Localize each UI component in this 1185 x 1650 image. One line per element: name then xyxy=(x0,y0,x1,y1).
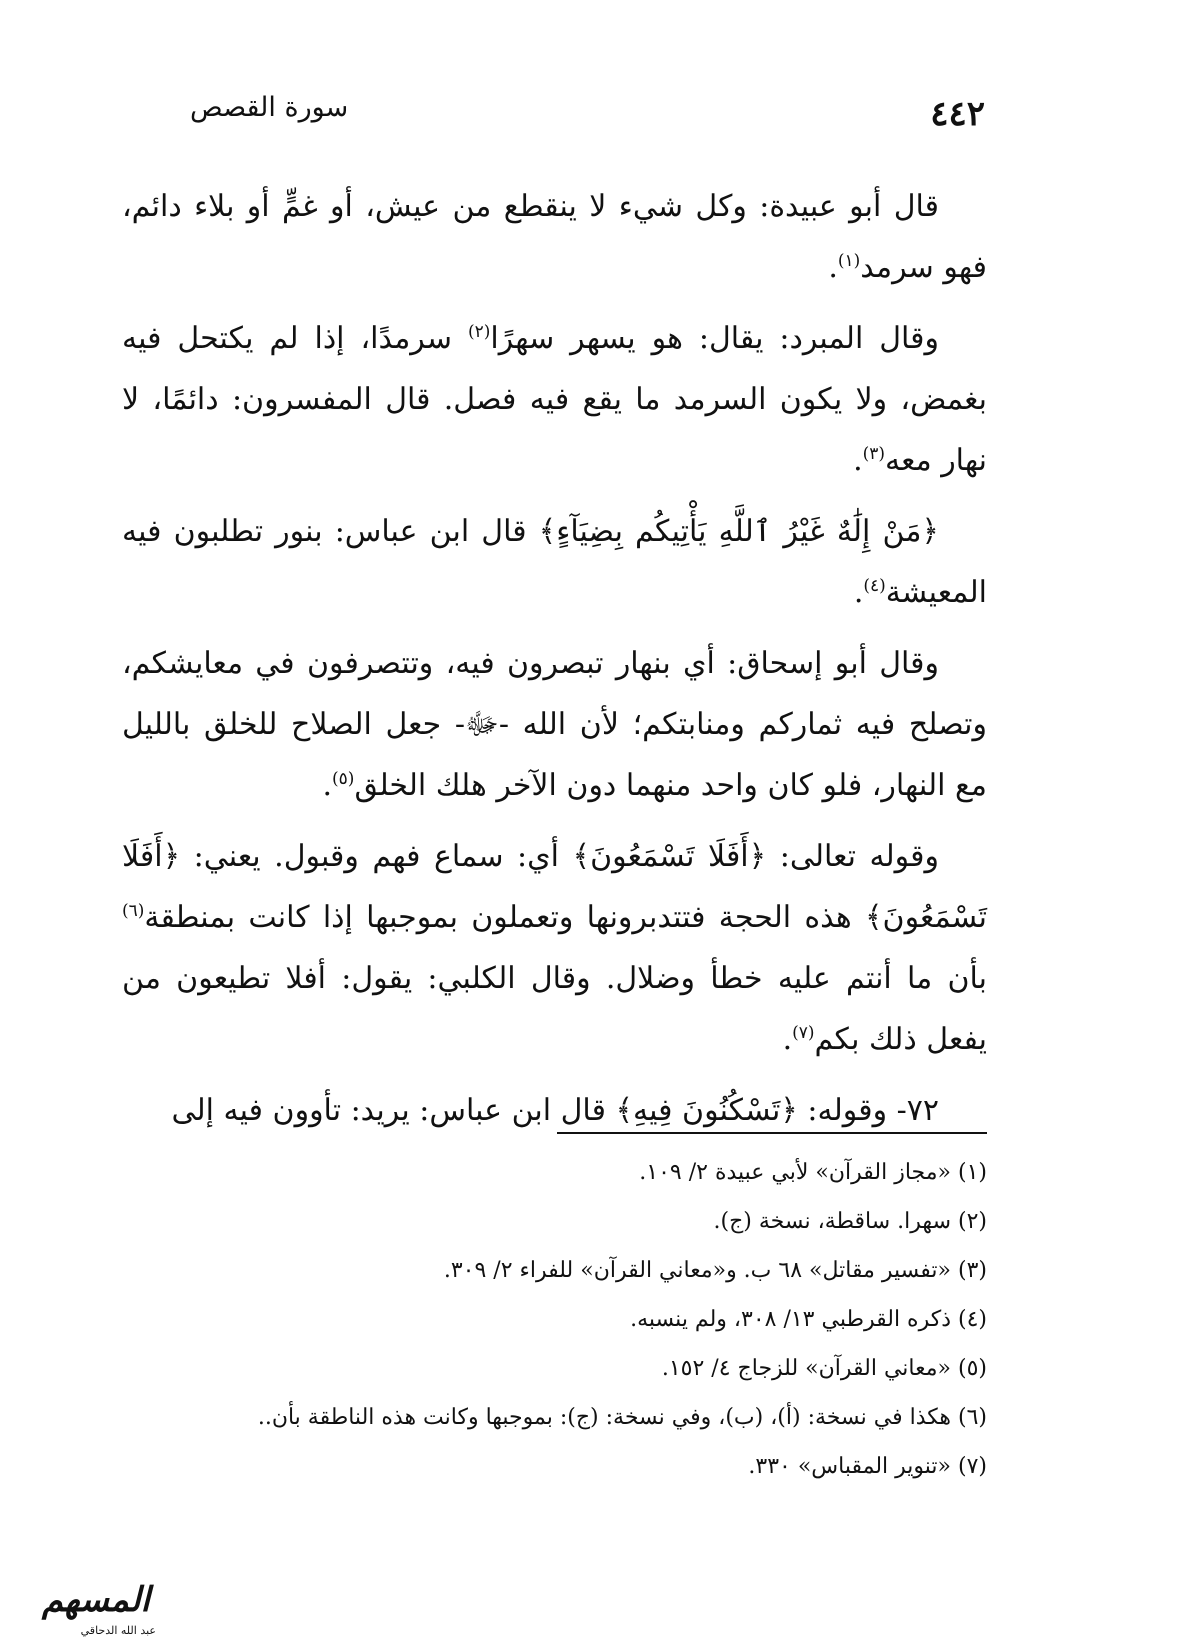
paragraph-text: سرمدًا، إذا لم يكتحل فيه بغمض، ولا يكون السرمد ما يقع فيه فصل. قال المفسرون: دائمًا، لا نهار معه xyxy=(122,321,987,478)
footnote-ref: (٢) xyxy=(467,322,491,342)
paragraph-text: قال أبو عبيدة: وكل شيء لا ينقطع من عيش، أو غمٍّ أو بلاء دائم، فهو سرمد xyxy=(122,189,987,285)
main-text xyxy=(122,176,987,1151)
page-number: ٤٤٢ xyxy=(930,94,985,134)
paragraph-text: وقوله تعالى: xyxy=(766,839,939,874)
paragraph xyxy=(122,633,987,816)
quran-verse: ﴿أَفَلَا تَسْمَعُونَ﴾ xyxy=(572,839,767,874)
page-header xyxy=(190,88,985,138)
publisher-stamp xyxy=(10,1580,160,1642)
footnote-divider xyxy=(557,1132,987,1134)
paragraph-text: . xyxy=(322,768,333,803)
stamp-logo-text: المسهم xyxy=(41,1580,150,1620)
paragraph-text: بأن ما أنتم عليه خطأ وضلال. وقال الكلبي: يقول: أفلا تطيعون من يفعل ذلك بكم xyxy=(122,961,987,1057)
footnote: (٦) هكذا في نسخة: (أ)، (ب)، وفي نسخة: (ج): بموجبها وكانت هذه الناطقة بأن.. xyxy=(257,1405,987,1430)
footnote: (٤) ذكره القرطبي ١٣/ ٣٠٨، ولم ينسبه. xyxy=(630,1307,987,1332)
paragraph-text: قال ابن عباس: يريد: تأوون فيه إلى xyxy=(171,1093,616,1128)
paragraph-text: . xyxy=(853,443,863,478)
stamp-subtext: عبد الله الدحاقي xyxy=(80,1624,156,1637)
paragraph xyxy=(122,308,987,491)
paragraph-text: وقال أبو إسحاق: أي بنهار تبصرون فيه، وتتصرفون في معايشكم، وتصلح فيه ثماركم ومنابتكم؛ لأن الله -ﷻ- جعل الصلاح للخلق بالليل مع النهار، فلو كان واحد منهما دون الآخر هلك الخلق xyxy=(122,646,987,803)
footnote-ref: (٤) xyxy=(863,576,886,596)
footnote-ref: (٧) xyxy=(792,1023,815,1043)
paragraph-text: ٧٢- وقوله: xyxy=(797,1093,939,1128)
footnote: (١) «مجاز القرآن» لأبي عبيدة ٢/ ١٠٩. xyxy=(639,1160,987,1185)
footnote-ref: (٥) xyxy=(332,769,355,789)
quran-verse: ﴿تَسْكُنُونَ فِيهِ﴾ xyxy=(615,1093,798,1128)
paragraph-text: . xyxy=(828,250,838,285)
footnote-ref: (١) xyxy=(837,251,861,271)
footnotes xyxy=(122,1148,987,1491)
footnote: (٣) «تفسير مقاتل» ٦٨ ب. و«معاني القرآن» للفراء ٢/ ٣٠٩. xyxy=(443,1258,987,1283)
footnote-ref: (٦) xyxy=(122,901,145,921)
footnote: (٢) سهرا. ساقطة، نسخة (ج). xyxy=(713,1209,987,1234)
paragraph-text: قال ابن عباس: بنور تطلبون فيه المعيشة xyxy=(122,514,987,610)
paragraph-text: هذه الحجة فتتدبرونها وتعملون بموجبها إذا كانت بمنطقة xyxy=(144,900,865,935)
footnote-ref: (٣) xyxy=(862,444,886,464)
quran-verse: ﴿مَنْ إِلَٰهٌ غَيْرُ ٱللَّهِ يَأْتِيكُم بِضِيَآءٍ﴾ xyxy=(538,514,939,549)
footnote: (٧) «تنوير المقباس» ٣٣٠. xyxy=(748,1454,987,1479)
paragraph xyxy=(122,501,987,623)
quran-verse: ﴿أَفَلَا تَسْمَعُونَ﴾ xyxy=(122,839,987,935)
surah-title: سورة القصص xyxy=(190,92,349,123)
paragraph xyxy=(122,176,987,298)
paragraph-text: . xyxy=(782,1022,793,1057)
paragraph xyxy=(122,826,987,1070)
paragraph-text: أي: سماع فهم وقبول. يعني: xyxy=(180,839,573,874)
paragraph-text: . xyxy=(853,575,864,610)
footnote: (٥) «معاني القرآن» للزجاج ٤/ ١٥٢. xyxy=(661,1356,987,1381)
paragraph-text: وقال المبرد: يقال: هو يسهر سهرًا xyxy=(490,321,939,356)
